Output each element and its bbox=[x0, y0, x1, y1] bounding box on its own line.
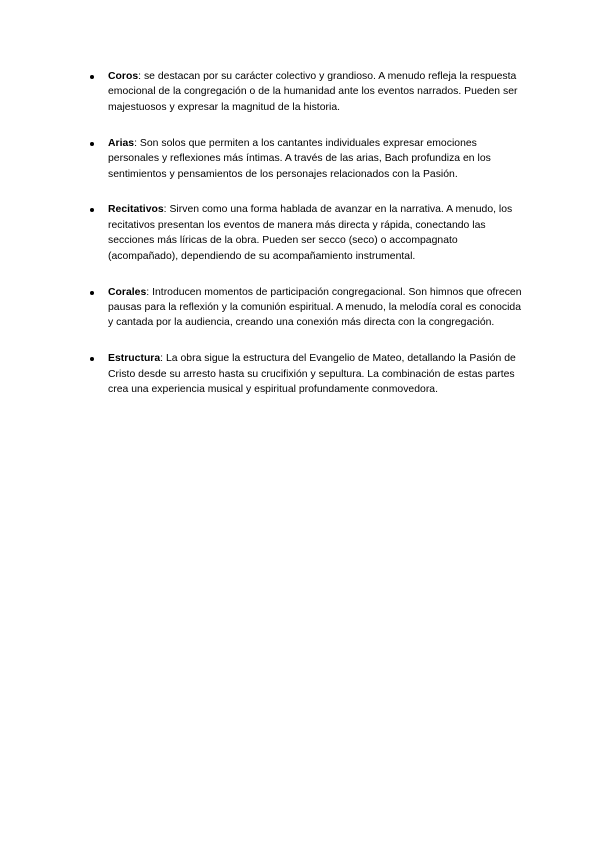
term-label: Coros bbox=[108, 71, 139, 82]
list-item-recitativos bbox=[88, 202, 528, 264]
list-item-arias bbox=[88, 136, 528, 182]
bullet-icon bbox=[90, 142, 94, 146]
bullet-icon bbox=[90, 291, 94, 295]
list-item-coros bbox=[88, 69, 528, 115]
bullet-icon bbox=[90, 75, 94, 79]
item-text: : Sirven como una forma hablada de avanzar en la narrativa. A menudo, los recitativos presentan los eventos de manera más directa y rápida, conectando las secciones más líricas de la obra. Pueden ser secco (seco) o accompagnato (acompañado), dependiendo de su acompañamiento instrumental. bbox=[108, 204, 513, 262]
bullet-icon bbox=[90, 357, 94, 361]
list-item-corales bbox=[88, 285, 528, 331]
item-text: : se destacan por su carácter colectivo y grandioso. A menudo refleja la respuesta emocional de la congregación o de la humanidad ante los eventos narrados. Pueden ser majestuosos y expresar la magnitud de la historia. bbox=[108, 71, 518, 113]
term-label: Arias bbox=[108, 137, 135, 149]
bullet-list bbox=[88, 69, 528, 418]
list-item-estructura bbox=[88, 351, 528, 397]
item-text: : La obra sigue la estructura del Evangelio de Mateo, detallando la Pasión de Cristo desde su arresto hasta su crucifixión y sepultura. La combinación de estas partes crea una experiencia musical y espiritual profundamente conmovedora. bbox=[108, 353, 516, 396]
item-text: : Son solos que permiten a los cantantes individuales expresar emociones personales y reflexiones más íntimas. A través de las arias, Bach profundiza en los sentimientos y pensamientos de los personajes relacionados con la Pasión. bbox=[108, 137, 491, 180]
bullet-icon bbox=[90, 208, 94, 212]
item-text: : Introducen momentos de participación congregacional. Son himnos que ofrecen pausas para la reflexión y la comunión espiritual. A menudo, la melodía coral es conocida y cantada por la audiencia, creando una conexión más directa con la congregación. bbox=[108, 286, 522, 329]
term-label: Recitativos bbox=[108, 204, 164, 216]
term-label: Corales bbox=[108, 286, 147, 298]
term-label: Estructura bbox=[108, 353, 161, 365]
